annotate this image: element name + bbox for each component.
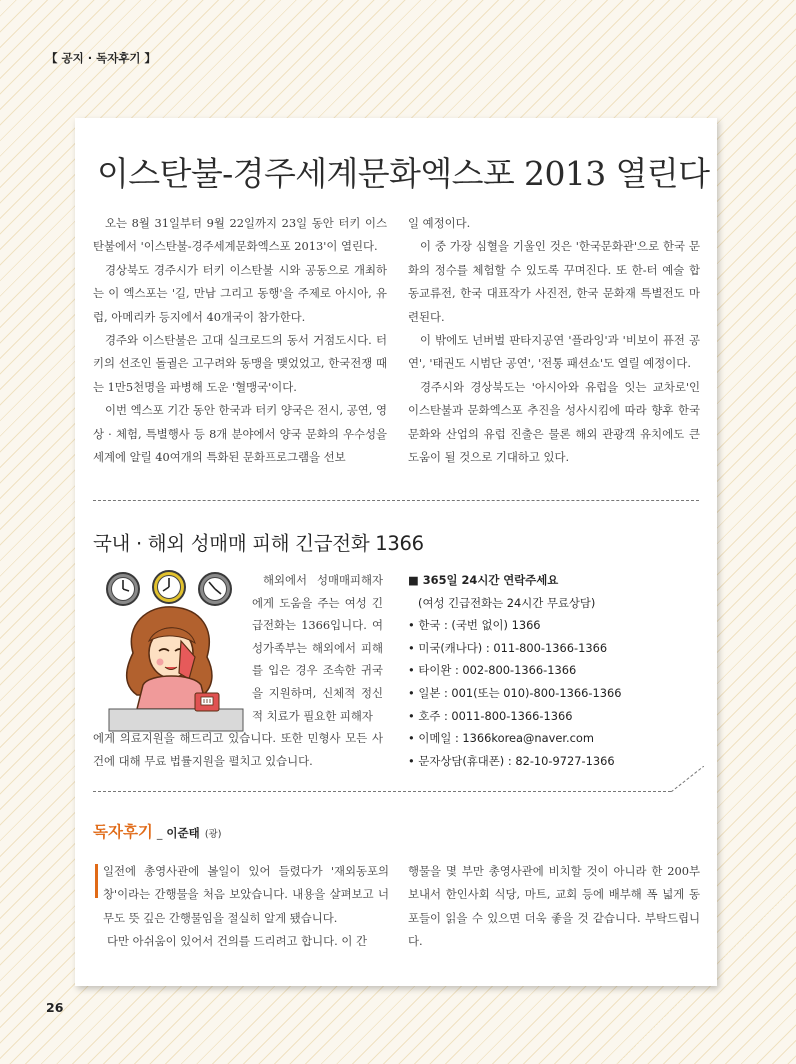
clock-icon	[107, 573, 139, 605]
article-continuation: 일 예정이다.	[408, 216, 471, 230]
article-paragraph: 이 밖에도 넌버벌 판타지공연 '플라잉'과 '비보이 퓨전 공연', '태권도 시범단 공연', '전통 패션쇼'도 열릴 예정이다.	[408, 333, 700, 371]
review-paragraph: 행물을 몇 부만 총영사관에 비치할 것이 아니라 한 200부 보내서 한인사회 식당, 마트, 교회 등에 배부해 폭 넓게 동포들이 읽을 수 있으면 더욱 좋을 것 같습니다. 부탁드립니다.	[408, 864, 700, 949]
review-author: 이준태	[166, 826, 200, 840]
contact-item: • 미국(캐나다) : 011-800-1366-1366	[408, 640, 608, 655]
article-title: 이스탄불-경주세계문화엑스포 2013 열린다	[97, 154, 710, 193]
review-paragraph: 다만 아쉬움이 있어서 건의를 드리려고 합니다. 이 간	[107, 934, 368, 949]
content-card	[75, 118, 717, 986]
review-right-column	[408, 860, 700, 954]
article-left-column	[93, 212, 387, 469]
clock-icon	[153, 571, 185, 603]
review-label: 독자후기	[93, 823, 153, 841]
review-left-column	[93, 860, 389, 954]
article-paragraph: 오는 8월 31일부터 9월 22일까지 23일 동안 터키 이스탄불에서 '이스탄불-경주세계문화엑스포 2013'이 열린다.	[93, 216, 387, 254]
clock-icon	[199, 573, 231, 605]
hotline-body: 해외에서 성매매피해자에게 도움을 주는 여성 긴급전화는 1366입니다. 여성가족부는 해외에서 피해를 입은 경우 조속한 귀국을 지원하며, 신체적 정신적 치료가 필요한 피해자	[252, 573, 383, 723]
article-paragraph: 경상북도 경주시가 터키 이스탄불 시와 공동으로 개최하는 이 엑스포는 '길, 만남 그리고 동행'을 주제로 아시아, 유럽, 아메리카 등지에서 40개국이 참가한다.	[93, 262, 387, 324]
article-paragraph: 이번 엑스포 기간 동안 한국과 터키 양국은 전시, 공연, 영상 · 체험, 특별행사 등 8개 분야에서 양국 문화의 우수성을 세계에 알릴 40여개의 특화된 문화프로그램을 선보	[93, 403, 387, 465]
contact-list-heading: ■ 365일 24시간 연락주세요	[408, 573, 559, 587]
hotline-title: 국내 · 해외 성매매 피해 긴급전화 1366	[93, 532, 424, 555]
review-paragraph: 일전에 총영사관에 볼일이 있어 들렸다가 '재외동포의 창'이라는 간행물을 처음 보았습니다. 내용을 살펴보고 너무도 뜻 깊은 간행물임을 절실히 알게 됐습니다.	[103, 864, 389, 925]
contact-item: • 일본 : 001(또는 010)-800-1366-1366	[408, 685, 622, 700]
review-separator: _	[156, 827, 163, 840]
section-divider	[93, 500, 699, 501]
woman-on-phone-illustration	[103, 569, 249, 733]
page-number: 26	[46, 1000, 64, 1015]
hotline-body-continued: 에게 의료지원을 해드리고 있습니다. 또한 민형사 모든 사건에 대해 무료 법률지원을 펼치고 있습니다.	[93, 731, 383, 768]
woman-on-phone-illustration	[103, 569, 249, 733]
contact-item: • 한국 : (국번 없이) 1366	[408, 618, 541, 633]
contact-item: • 호주 : 0011-800-1366-1366	[408, 708, 573, 723]
contact-item: • 이메일 : 1366korea@naver.com	[408, 731, 594, 746]
article-right-column	[408, 212, 700, 469]
telephone-icon	[195, 693, 219, 711]
hotline-contact-list	[408, 569, 702, 772]
contact-item: • 타이완 : 002-800-1366-1366	[408, 663, 577, 678]
contact-list-subheading: (여성 긴급전화는 24시간 무료상담)	[418, 595, 596, 610]
contact-item: • 문자상담(휴대폰) : 82-10-9727-1366	[408, 753, 615, 768]
section-header: 【 공지 · 독자후기 】	[46, 51, 157, 65]
section-divider	[93, 791, 671, 792]
divider-slant	[671, 766, 704, 792]
article-paragraph: 경주와 이스탄불은 고대 실크로드의 동서 거점도시다. 터키의 선조인 돌궐은 고구려와 동맹을 맺었었고, 한국전쟁 때는 1만5천명을 파병해 도운 '혈맹국'이다.	[93, 333, 387, 394]
article-paragraph: 경주시와 경상북도는 '아시아와 유럽을 잇는 교차로'인 이스탄불과 문화엑스포 추진을 성사시킴에 따라 향후 한국 문화와 산업의 유럽 진출은 물론 해외 관광객 유치에도 큰 도움이 될 것으로 기대하고 있다.	[408, 379, 700, 465]
review-heading	[93, 820, 221, 842]
review-author-role: (광)	[204, 829, 222, 840]
article-paragraph: 이 중 가장 심혈을 기울인 것은 '한국문화관'으로 한국 문화의 정수를 체험할 수 있도록 꾸며진다. 또 한-터 예술 합동교류전, 한국 대표작가 사진전, 한국 문화재 특별전도 마련된다.	[408, 239, 700, 324]
